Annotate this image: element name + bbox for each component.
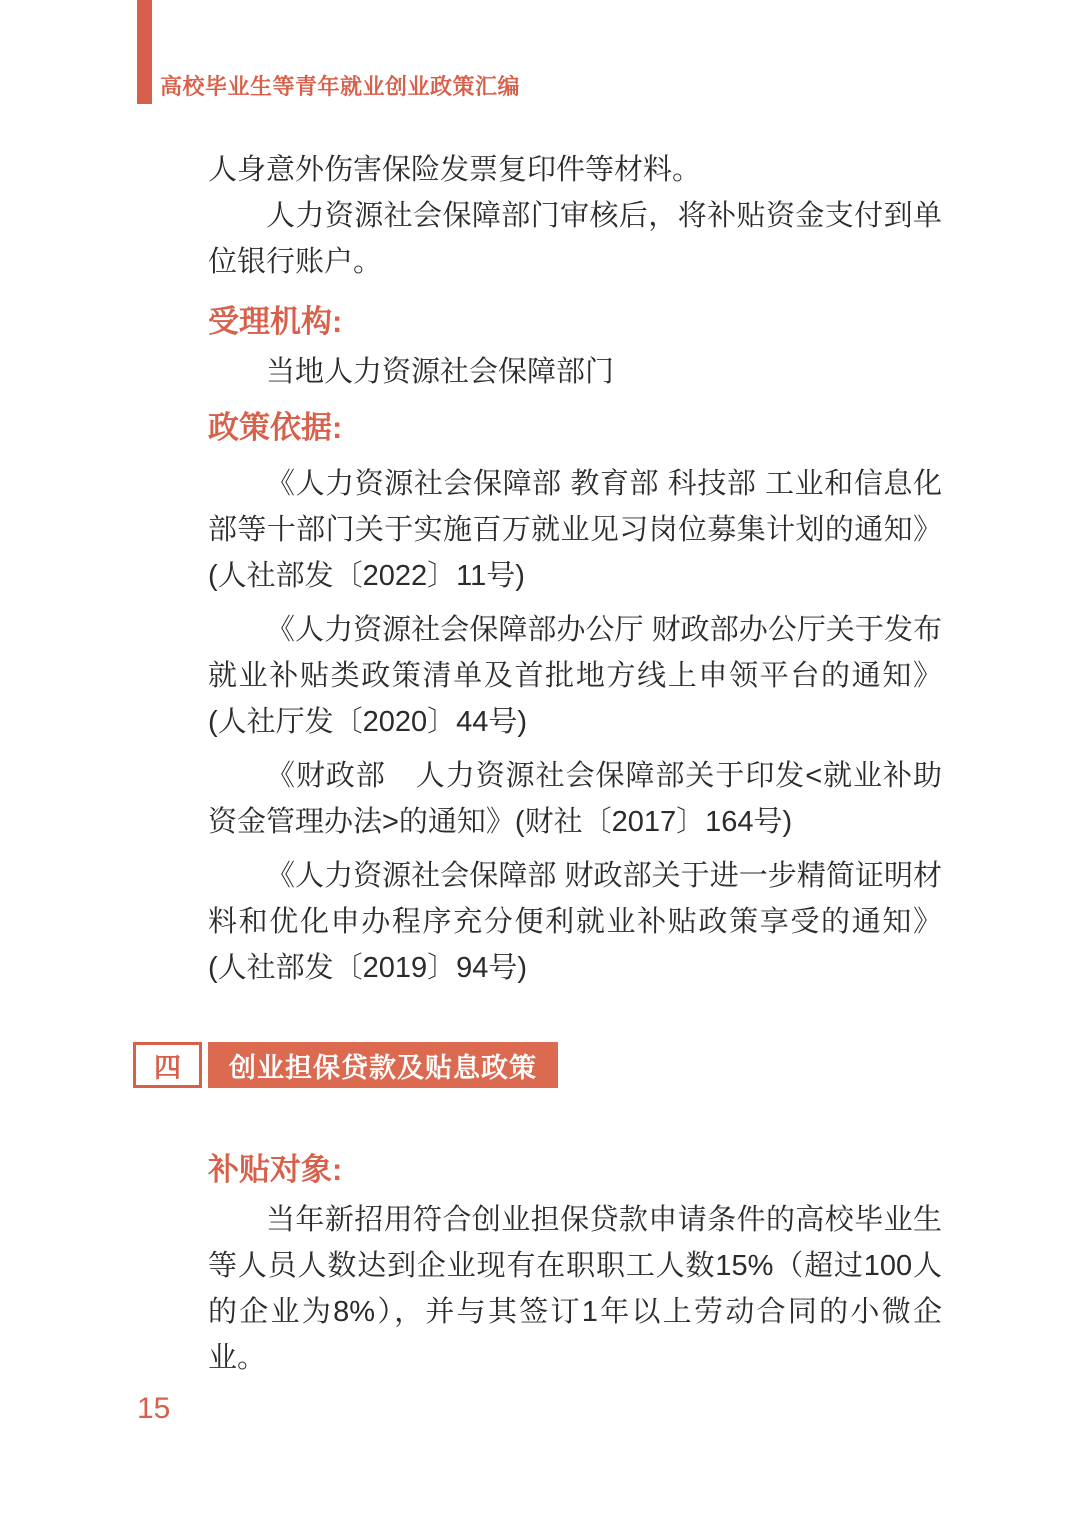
subsidy-target-body: 当年新招用符合创业担保贷款申请条件的高校毕业生等人员人数达到企业现有在职职工人数15%（超过100人的企业为8%），并与其签订1年以上劳动合同的小微企业。 [208, 1204, 942, 1374]
policy-basis-item: 《人力资源社会保障部办公厅 财政部办公厅关于发布就业补贴类政策清单及首批地方线上申领平台的通知》(人社厅发〔2020〕44号) [208, 614, 942, 738]
header-accent-bar [137, 0, 152, 104]
policy-basis-item: 《财政部 人力资源社会保障部关于印发<就业补助资金管理办法>的通知》(财社〔2017〕164号) [208, 760, 942, 838]
section-4-banner [133, 1042, 942, 1088]
policy-basis-heading: 政策依据: [208, 410, 343, 445]
section-number: 四 [154, 1052, 181, 1083]
accepting-org-body: 当地人力资源社会保障部门 [266, 356, 615, 388]
section-number-box [133, 1042, 202, 1088]
policy-basis-item: 《人力资源社会保障部 财政部关于进一步精简证明材料和优化申办程序充分便利就业补贴政策享受的通知》(人社部发〔2019〕94号) [208, 860, 942, 984]
document-title: 高校毕业生等青年就业创业政策汇编 [160, 74, 521, 99]
continuation-text: 人身意外伤害保险发票复印件等材料。 [208, 154, 702, 186]
subsidy-target-heading: 补贴对象: [208, 1152, 343, 1187]
intro-paragraph: 人力资源社会保障部门审核后，将补贴资金支付到单位银行账户。 [208, 200, 942, 278]
section-title: 创业担保贷款及贴息政策 [208, 1042, 558, 1088]
page-number: 15 [137, 1392, 171, 1425]
policy-basis-item: 《人力资源社会保障部 教育部 科技部 工业和信息化部等十部门关于实施百万就业见习岗位募集计划的通知》(人社部发〔2022〕11号) [208, 468, 942, 592]
accepting-org-heading: 受理机构: [208, 304, 343, 339]
body-column [154, 147, 942, 1381]
